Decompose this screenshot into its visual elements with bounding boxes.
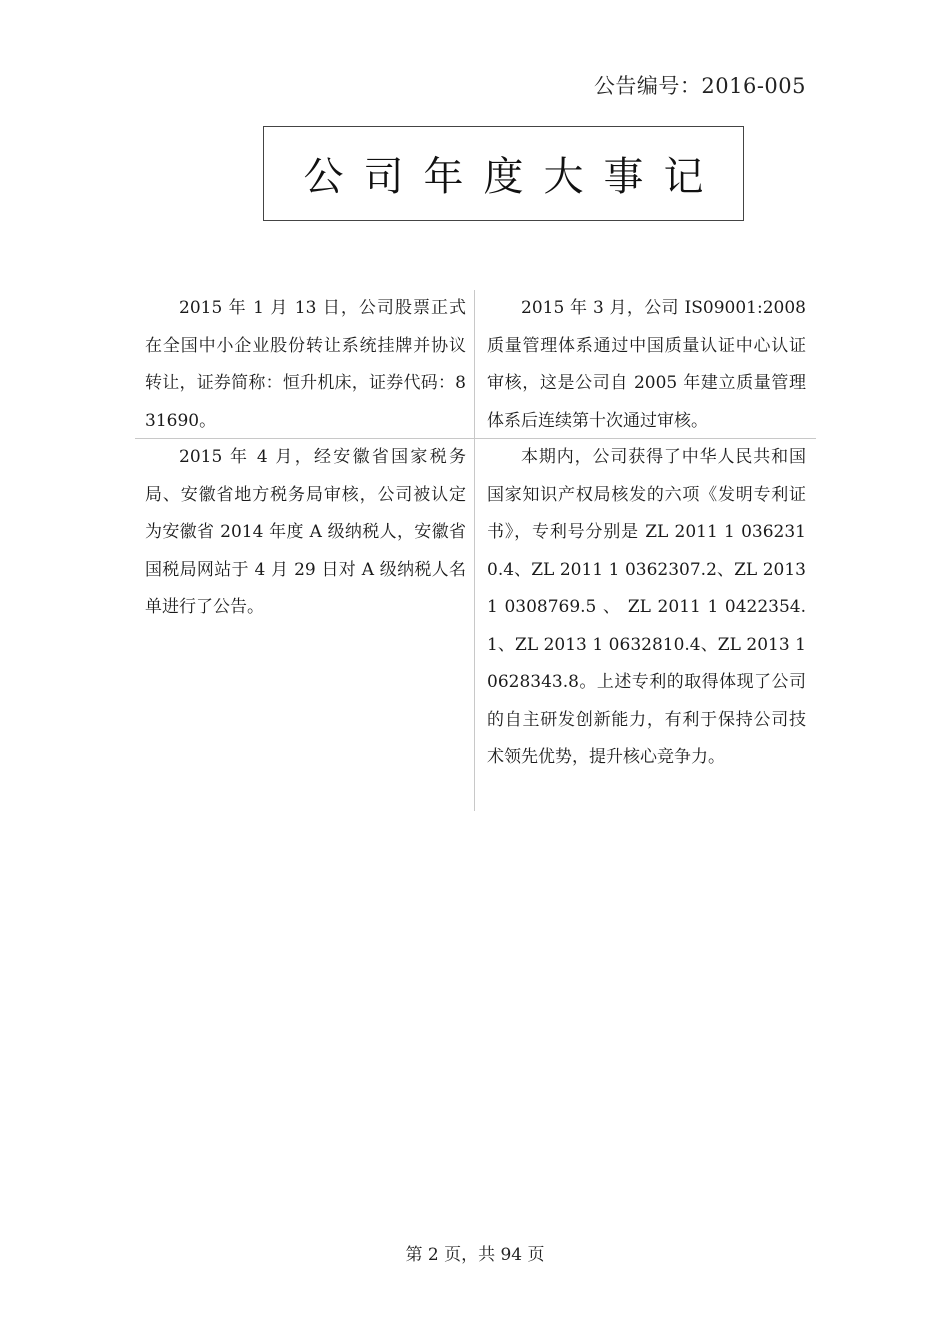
events-row: [135, 439, 816, 811]
event-iso-certification: 2015 年 3 月，公司 IS09001:2008 质量管理体系通过中国质量认证中心认证审核，这是公司自 2005 年建立质量管理体系后连续第十次通过审核。: [487, 298, 806, 431]
events-table: [135, 290, 816, 811]
event-taxpayer-rating: 2015 年 4 月，经安徽省国家税务局、安徽省地方税务局审核，公司被认定为安徽省 2014 年度 A 级纳税人，安徽省国税局网站于 4 月 29 日对 A 级纳税人名单进行了公告。: [135, 439, 475, 811]
page-title: 公司年度大事记: [303, 154, 724, 200]
notice-number: 公告编号：2016-005: [593, 74, 806, 98]
events-row: [135, 290, 816, 439]
page-indicator: 第 2 页，共 94 页: [405, 1245, 545, 1265]
event-stock-listing: 2015 年 1 月 13 日，公司股票正式在全国中小企业股份转让系统挂牌并协议转让，证券简称：恒升机床，证券代码：831690。: [135, 290, 475, 438]
title-box: [263, 126, 744, 221]
event-patents: 本期内，公司获得了中华人民共和国国家知识产权局核发的六项《发明专利证书》，专利号分别是 ZL 2011 1 0362310.4、ZL 2011 1 0362307.2、ZL 2013 1 0308769.5 、 ZL 2011 1 0422354.1、ZL 2013 1 0632810.4、ZL 2013 1 0628343.8。上述专利的取得体现了公司的自主研发创新能力，有利于保持公司技术领先优势，提升核心竞争力。: [487, 447, 806, 767]
